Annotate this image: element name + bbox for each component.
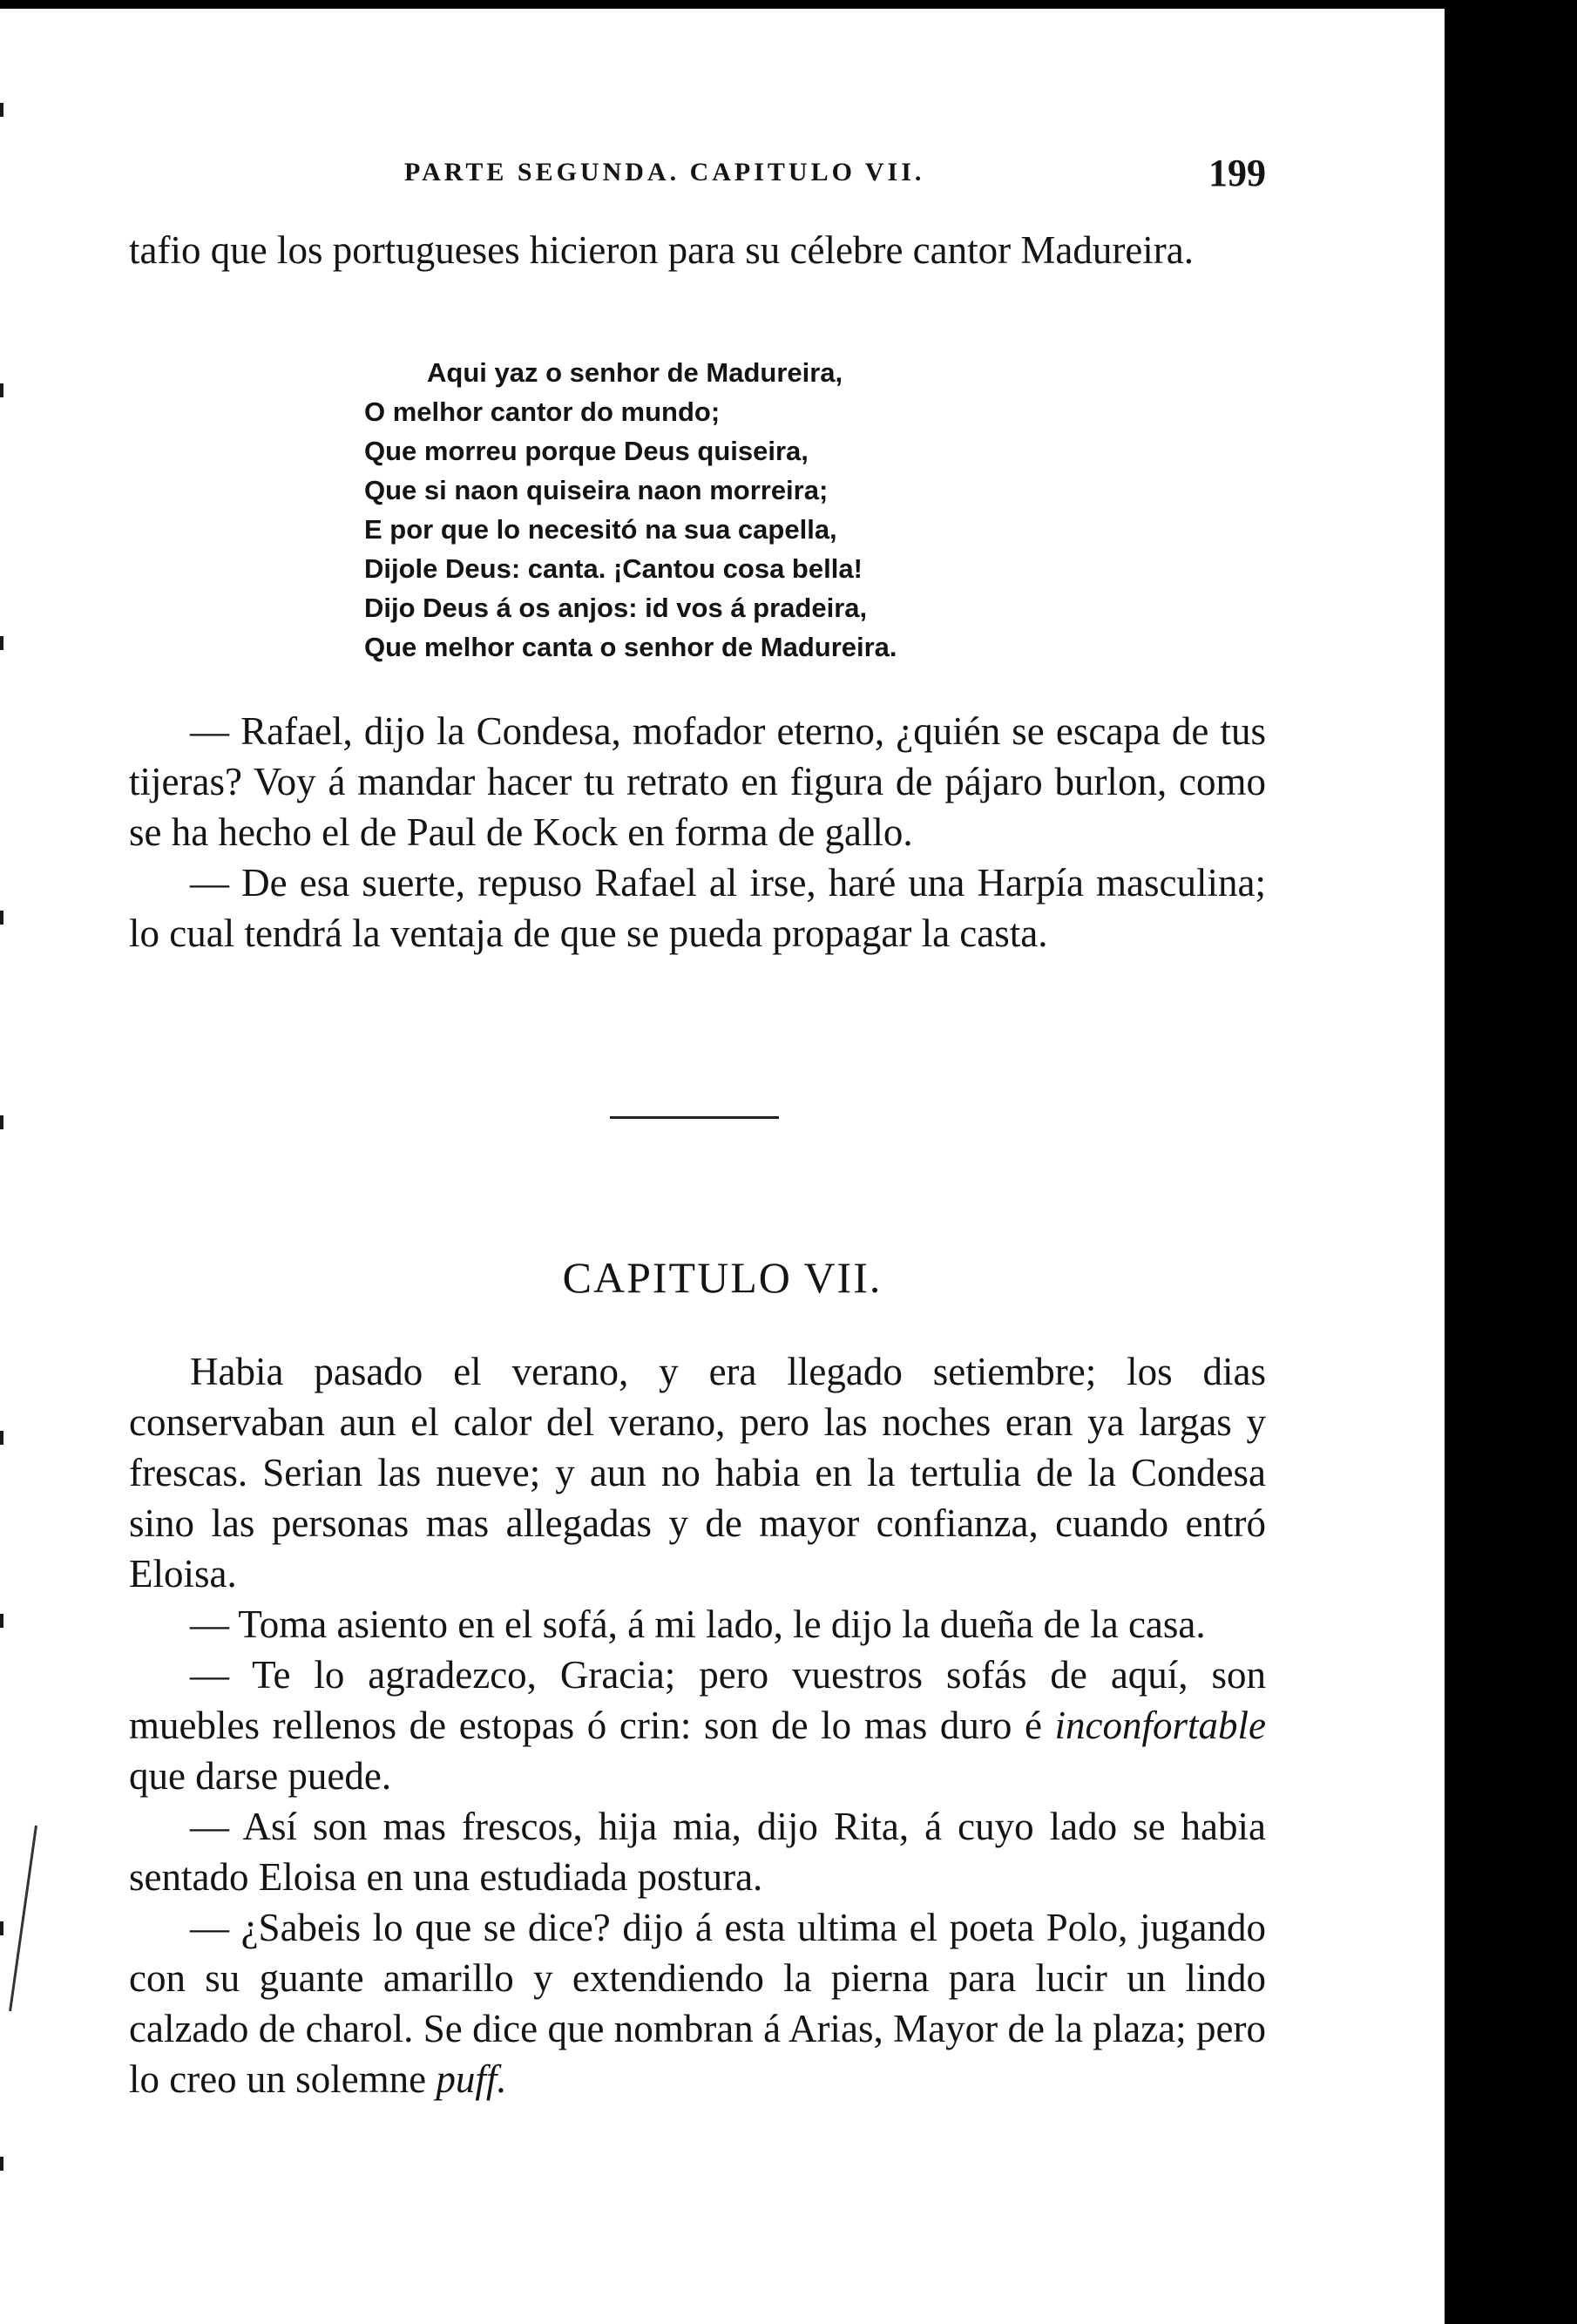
margin-mark — [0, 2157, 3, 2171]
body-text: — Te lo agradezco, Gracia; pero vuestros sofás de aquí, son muebles rellenos de estopas ó crin: son de lo mas duro é — [129, 1653, 1266, 1747]
margin-mark — [0, 636, 3, 650]
dialogue-section — [129, 706, 1266, 959]
margin-mark — [0, 103, 3, 117]
dialogue-paragraph: — De esa suerte, repuso Rafael al irse, haré una Harpía masculina; lo cual tendrá la ventaja de que se pueda propagar la casta. — [129, 861, 1266, 955]
verse-line: Que si naon quiseira naon morreira; — [364, 475, 829, 505]
verse-line: E por que lo necesitó na sua capella, — [364, 514, 837, 545]
body-paragraph — [129, 1902, 1266, 2104]
margin-mark — [0, 383, 3, 397]
page-number: 199 — [1208, 152, 1266, 194]
chapter-body — [129, 1346, 1266, 2104]
body-paragraph: — Toma asiento en el sofá, á mi lado, le dijo la dueña de la casa. — [190, 1602, 1206, 1646]
running-head — [129, 151, 1266, 203]
body-text: que darse puede. — [129, 1754, 392, 1798]
book-page — [0, 9, 1445, 2324]
body-paragraph — [129, 1650, 1266, 1801]
margin-mark — [0, 1431, 3, 1445]
section-divider — [610, 1116, 779, 1119]
verse-line: O melhor cantor do mundo; — [364, 396, 721, 427]
dialogue-paragraph: — Rafael, dijo la Condesa, mofador eterno, ¿quién se escapa de tus tijeras? Voy á mandar hacer tu retrato en figura de pájaro burlon, como se ha hecho el de Paul de Kock en forma de gallo. — [129, 709, 1266, 854]
verse-line: Que morreu porque Deus quiseira, — [364, 436, 809, 466]
margin-mark — [0, 1921, 3, 1935]
margin-mark — [0, 911, 3, 925]
verse-line: Dijo Deus á os anjos: id vos á pradeira, — [364, 593, 868, 623]
body-paragraph: Habia pasado el verano, y era llegado setiembre; los dias conservaban aun el calor del verano, pero las noches eran ya largas y frescas. Serian las nueve; y aun no habia en la tertulia de la Condesa sino las personas mas allegadas y de mayor confianza, cuando entró Eloisa. — [129, 1350, 1266, 1596]
chapter-title: CAPITULO VII. — [562, 1253, 883, 1302]
margin-pencil-stroke — [9, 1826, 37, 2011]
verse-line: Aqui yaz o senhor de Madureira, — [427, 357, 843, 388]
body-paragraph: — Así son mas frescos, hija mia, dijo Rita, á cuyo lado se habia sentado Eloisa en una estudiada postura. — [129, 1805, 1266, 1899]
running-title: PARTE SEGUNDA. CAPITULO VII. — [404, 158, 925, 186]
margin-mark — [0, 1115, 3, 1129]
intro-paragraph — [129, 225, 1266, 275]
verse-line: Que melhor canta o senhor de Madureira. — [364, 632, 897, 662]
italic-word: puff. — [436, 2057, 507, 2101]
body-text: — ¿Sabeis lo que se dice? dijo á esta ultima el poeta Polo, jugando con su guante amarillo y extendiendo la pierna para lucir un lindo calzado de charol. Se dice que nombran á Arias, Mayor de la plaza; pero lo creo un solemne — [129, 1906, 1266, 2101]
intro-text: tafio que los portugueses hicieron para su célebre cantor Madureira. — [129, 228, 1195, 272]
margin-mark — [0, 1614, 3, 1628]
epitaph-verse — [364, 353, 1026, 667]
verse-line: Dijole Deus: canta. ¡Cantou cosa bella! — [364, 553, 863, 584]
italic-word: inconfortable — [1054, 1704, 1266, 1747]
